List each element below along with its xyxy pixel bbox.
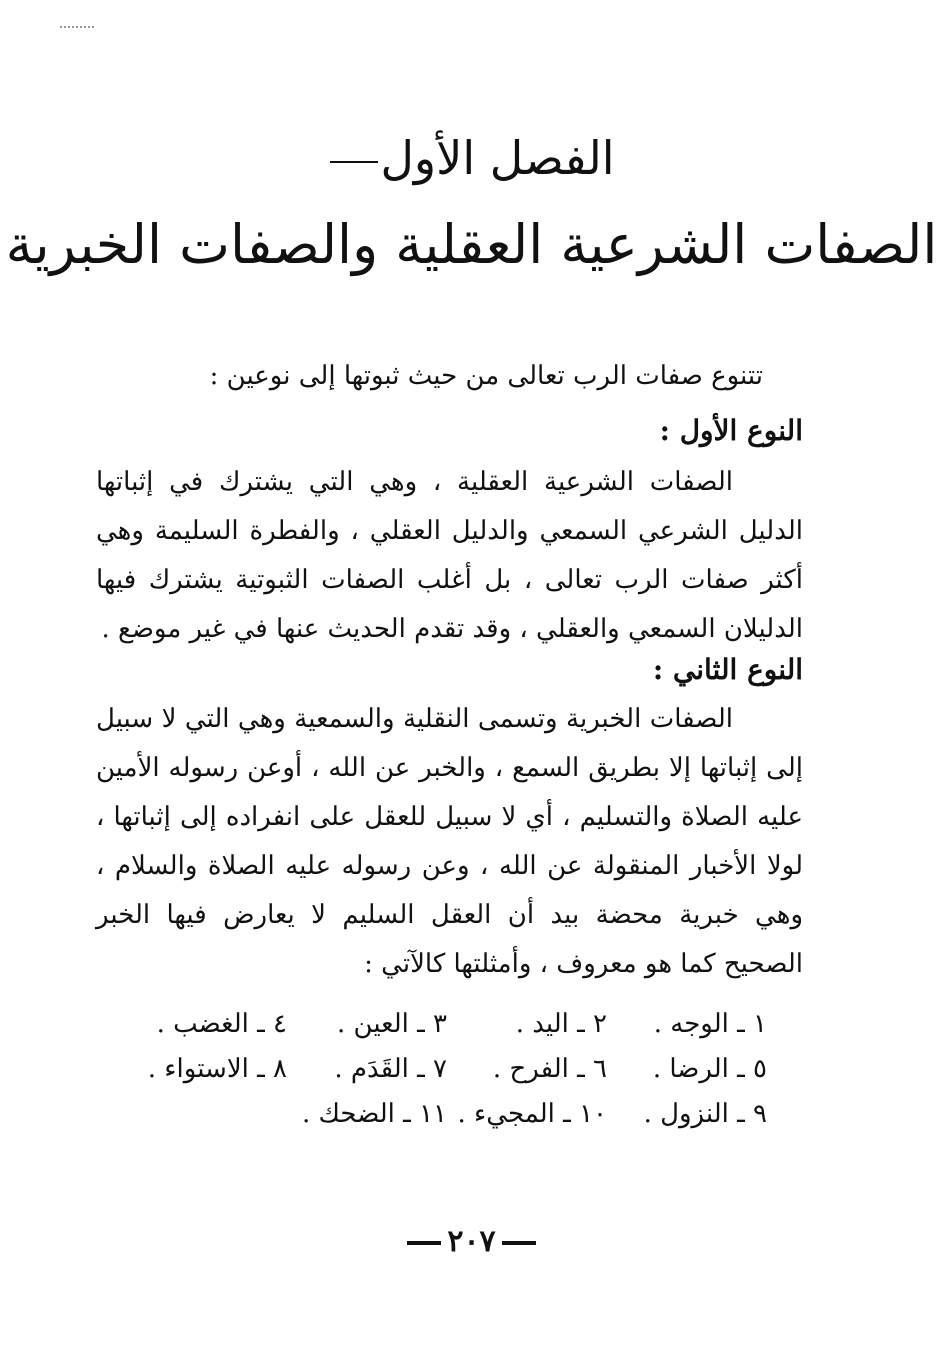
page-number-dash (502, 1241, 536, 1245)
list-item: ٢ ـ اليد . (515, 1009, 607, 1039)
type-two-heading: النوع الثاني : (652, 653, 803, 686)
page-number-dash (407, 1241, 441, 1245)
list-item: ١١ ـ الضحك . (301, 1099, 447, 1129)
examples-row (127, 1047, 767, 1092)
list-item: ٦ ـ الفرح . (492, 1054, 607, 1084)
chapter-title (0, 128, 943, 188)
type-one-heading: النوع الأول : (659, 414, 803, 447)
chapter-title-text: الفصل الأول (380, 131, 615, 185)
type-one-paragraph: الصفات الشرعية العقلية ، وهي التي يشترك في إثباتها الدليل الشرعي السمعي والدليل العقلي ، والفطرة السليمة وهي أكثر صفات الرب تعالى ، بل أغلب الصفات الثبوتية يشترك فيها الدليلان السمعي والعقلي ، وقد تقدم الحديث عنها في غير موضع . (96, 467, 803, 644)
list-item: ٩ ـ النزول . (643, 1099, 767, 1129)
examples-row (127, 1002, 767, 1047)
intro-paragraph: تتنوع صفات الرب تعالى من حيث ثبوتها إلى نوعين : (209, 361, 763, 391)
list-item: ١ ـ الوجه . (653, 1009, 767, 1039)
list-item: ٨ ـ الاستواء . (147, 1054, 287, 1084)
section-title: الصفات الشرعية العقلية والصفات الخبرية (5, 213, 938, 276)
list-item: ٣ ـ العين . (337, 1009, 447, 1039)
list-item: ١٠ ـ المجيء . (457, 1099, 607, 1129)
list-item: ٧ ـ القَدَم . (334, 1054, 447, 1084)
examples-list (127, 1002, 767, 1137)
list-item: ٤ ـ الغضب . (156, 1009, 287, 1039)
title-flourish-line (330, 161, 378, 163)
type-two-paragraph: الصفات الخبرية وتسمى النقلية والسمعية وهي التي لا سبيل إلى إثباتها إلا بطريق السمع ، والخبر عن الله ، أوعن رسوله الأمين عليه الصلاة والتسليم ، أي لا سبيل للعقل على انفراده إلى إثباتها ، لولا الأخبار المنقولة عن الله ، وعن رسوله عليه الصلاة والسلام ، وهي خبرية محضة بيد أن العقل السليم لا يعارض فيها الخبر الصحيح كما هو معروف ، وأمثلتها كالآتي : (96, 704, 803, 979)
examples-row (127, 1092, 767, 1137)
scan-artifact (60, 26, 94, 30)
list-item: ٥ ـ الرضا . (652, 1054, 767, 1084)
page-number-text: ٢٠٧ (447, 1224, 496, 1259)
page-number (0, 1222, 943, 1262)
